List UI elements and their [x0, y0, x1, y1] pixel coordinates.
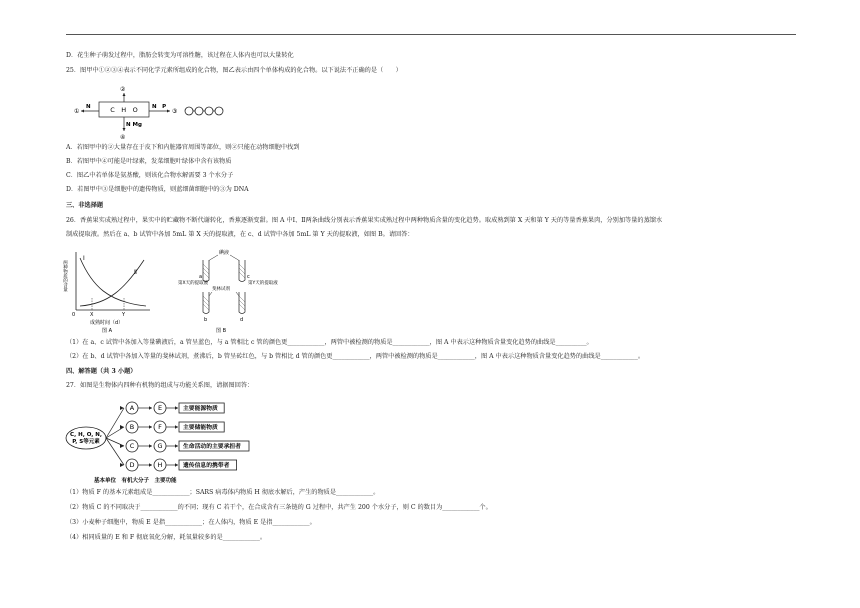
q27-sub2: （2）物质 C 的不同取决于____________的不同；现有 C 若干个，在合成含有三条链的 G 过程中，共产生 200 个水分子，则 C 的数目为____________个。 [66, 504, 492, 511]
q25-option-c: C．图乙中若单体是氨基酸，则该化合物水解需要 3 个水分子 [66, 172, 234, 179]
figa-curve-2 [80, 260, 144, 306]
q27-footer: 基本单位 有机大分子 主要功能 [94, 478, 177, 484]
elements-ellipse [66, 427, 106, 449]
q26-stem-line1: 26．香蕉果实成熟过程中，果实中的贮藏物不断代谢转化，香蕉逐渐变甜。图 A 中Ⅰ、Ⅱ两条曲线分别表示香蕉果实成熟过程中两种物质含量的变化趋势。取成熟到第 X 天和第 Y 天的等量香蕉果肉，分别加等量的蒸馏水 [66, 217, 663, 224]
section-3-heading: 三、非选择题 [66, 202, 104, 209]
q25-label-4: ④ [120, 134, 126, 141]
figb-right-label: 第Y天的提取液 [248, 281, 278, 286]
q25-center-text: C H O [110, 106, 138, 114]
elements-line2: P, S等元素 [72, 439, 100, 445]
q25-label-np: N P [152, 104, 167, 110]
figa-origin: 0 [72, 312, 76, 318]
figb-caption: 图 B [216, 328, 227, 334]
unit-label: A [129, 404, 135, 413]
func-label: 主要能源物质 [183, 406, 218, 412]
q25-label-3: ③ [172, 108, 178, 115]
q25-label-nmg: N Mg [126, 122, 142, 128]
macro-label: G [157, 442, 163, 451]
q25-stem: 25．图甲中①②③④表示不同化学元素所组成的化合物，图乙表示由四个单体构成的化合物。以下说法不正确的是（ ） [66, 67, 402, 74]
q25-monomer-chain [185, 107, 223, 115]
q26-stem-line2: 制成提取液。然后在 a、b 试管中各加 5mL 第 X 天的提取液，在 c、d 试管中各加 5mL 第 Y 天的提取液，如图 B。请回答： [66, 231, 414, 238]
tube-b [203, 292, 209, 314]
q27-sub4: （4）相同质量的 E 和 F 彻底氧化分解，耗氧量较多的是____________。 [66, 534, 267, 541]
figa-caption: 图 A [102, 328, 113, 334]
figb-c: c [247, 274, 250, 280]
tube-a [203, 260, 209, 282]
figb-reagent: 斐林试剂 [212, 287, 230, 292]
unit-label: C [129, 442, 135, 451]
figb-left-label: 第X天的提取液 [178, 281, 209, 286]
q27-figure [64, 396, 274, 486]
figb-a: a [199, 274, 203, 280]
macro-label: F [158, 423, 162, 432]
q27-sub3: （3）小麦种子细胞中，物质 E 是指____________；在人体内，物质 E 是指____________。 [66, 519, 316, 526]
figa-xlabel: 成熟时间（d） [90, 320, 124, 326]
figa-curve-2-label: Ⅱ [134, 269, 137, 276]
q26-figure-a [62, 248, 162, 334]
macro-label: E [157, 404, 163, 413]
tube-c [239, 260, 245, 282]
q25-figure [62, 80, 262, 142]
unit-label: B [129, 423, 135, 432]
unit-label: D [129, 461, 135, 470]
tube-d [239, 292, 245, 314]
figa-ylabel: 两种物质的含量 [62, 260, 68, 292]
figb-iodine: 碘液 [218, 250, 230, 256]
q25-option-d: D．若图甲中③是细胞中的遗传物质，则蓝细菌细胞中的③为 DNA [66, 186, 249, 193]
elements-line1: C, H, O, N, [70, 432, 102, 438]
func-label: 生命活动的主要承担者 [183, 444, 241, 450]
figb-b: b [204, 317, 208, 323]
figb-d: d [240, 317, 244, 323]
q25-option-a: A．若图甲中的②大量存在于皮下和内脏器官周围等部位，则②只能在动物细胞中找到 [66, 144, 300, 151]
q24-option-d: D．花生种子萌发过程中，脂肪会转变为可溶性糖，该过程在人体内也可以大量转化 [66, 52, 294, 59]
macro-label: H [157, 461, 163, 470]
q27-sub1: （1）物质 F 的基本元素组成是____________；SARS 病毒体内物质 H 彻底水解后，产生的物质是____________。 [66, 489, 380, 496]
figa-y-tick: Y [122, 312, 126, 318]
figa-x-tick: X [90, 312, 94, 318]
func-label: 主要储能物质 [183, 425, 218, 431]
header-rule [66, 34, 796, 35]
q26-sub1: （1）在 a、c 试管中各加入等量碘液后，a 管呈蓝色，与 a 管相比 c 管的颜色更____________，两管中被检测的物质是____________，图 A 中表示这种物质含量变化趋势的曲线是__________。 [66, 339, 593, 346]
q25-label-1: ① [74, 108, 80, 115]
figa-curve-1 [80, 258, 146, 306]
section-4-heading: 四、解答题（共 3 小题） [66, 368, 137, 375]
figa-curve-1-label: Ⅰ [83, 255, 85, 262]
q27-stem: 27．如图是生物体内四种有机物的组成与功能关系图，请据图回答： [66, 382, 254, 389]
func-label: 遗传信息的携带者 [183, 463, 230, 469]
q25-option-b: B．若图甲中④可能是叶绿素，发菜细胞叶绿体中含有该物质 [66, 158, 232, 165]
q26-sub2: （2）在 b、d 试管中各加入等量的斐林试剂，煮沸后，b 管呈砖红色，与 b 管相比 d 管的颜色更____________，两管中被检测的物质是____________，图 A 中表示这种物质含量变化趋势的曲线是____________。 [66, 353, 645, 360]
q25-label-n: N [86, 104, 91, 110]
q25-label-2: ② [120, 86, 126, 93]
q26-figure-b [166, 248, 276, 334]
